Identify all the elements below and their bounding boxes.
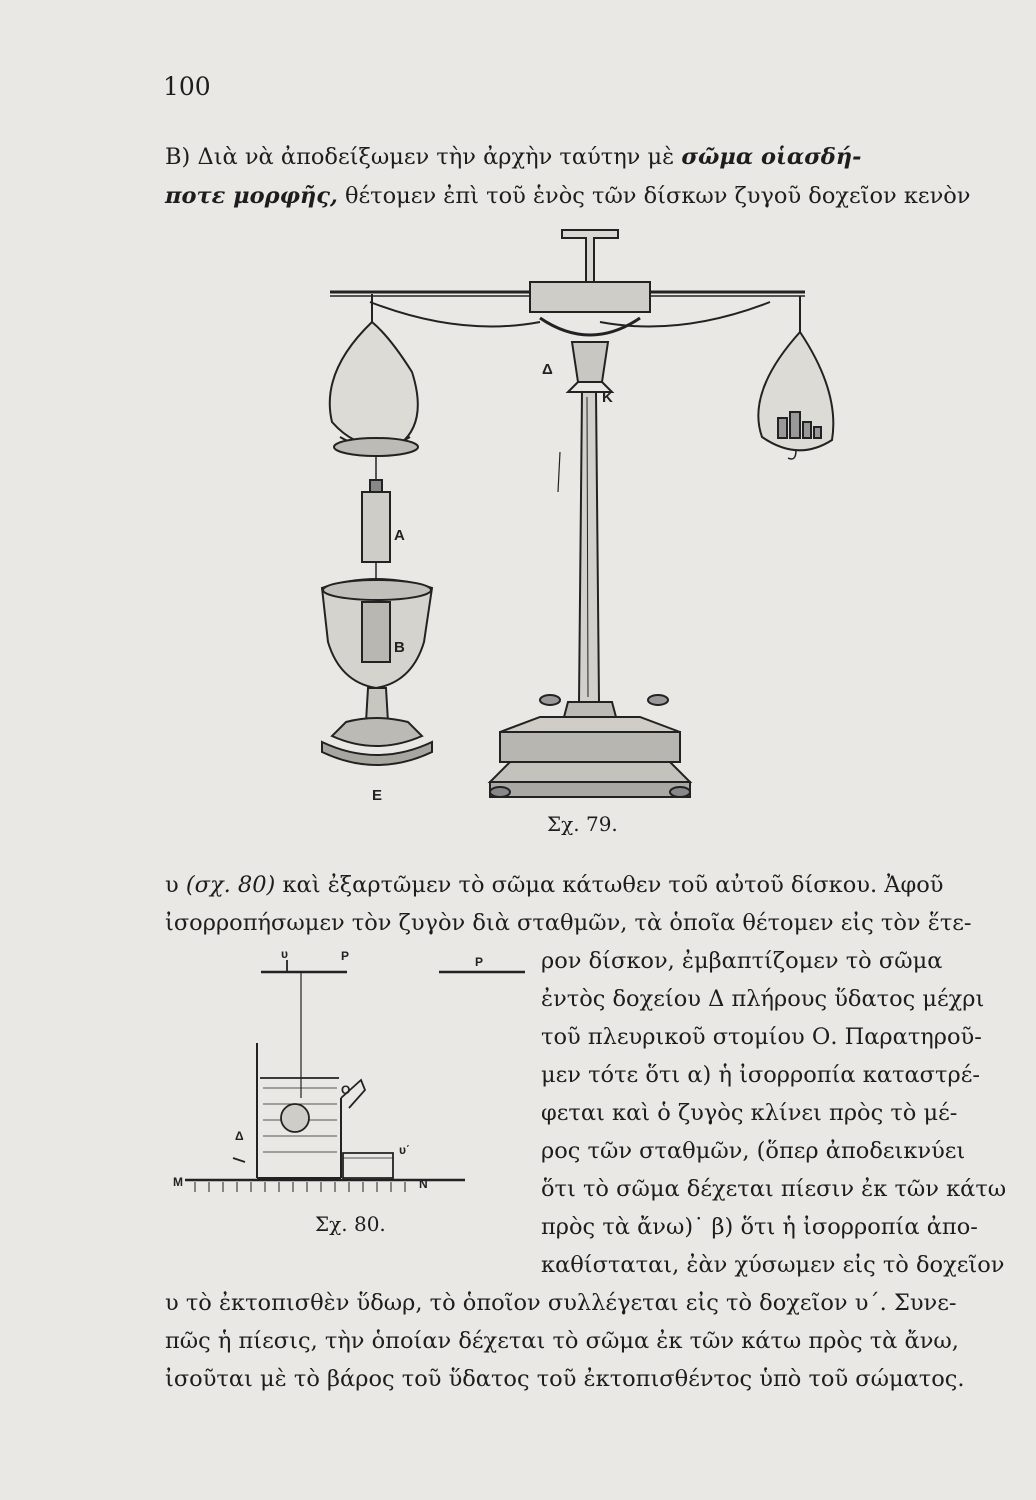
para2-line-2: ἰσορροπήσωμεν τὸν ζυγὸν διὰ σταθμῶν, τὰ ὁποῖα θέτομεν εἰς τὸν ἕτε- <box>165 910 972 936</box>
para2-right-line-9: καθίσταται, ἐὰν χύσωμεν εἰς τὸ δοχεῖον <box>541 1252 1005 1278</box>
paragraph-intro <box>165 138 1003 215</box>
para2-right-line-5: φεται καὶ ὁ ζυγὸς κλίνει πρὸς τὸ μέ- <box>541 1100 958 1126</box>
fig79-label-epsilon: Ε <box>372 787 383 804</box>
fig80-label-upsilon: υ <box>281 948 288 961</box>
intro-line-1: B) Διὰ νὰ ἀποδείξωμεν τὴν ἀρχὴν ταύτην μὲ σῶμα οἱασδή- <box>165 144 862 170</box>
fig80-label-delta: Δ <box>235 1129 244 1143</box>
fig79-label-delta: Δ <box>542 361 553 378</box>
para2-right-line-7: ὅτι τὸ σῶμα δέχεται πίεσιν ἐκ τῶν κάτω <box>541 1176 1007 1202</box>
para2-line-1: υ (σχ. 80) καὶ ἐξαρτῶμεν τὸ σῶμα κάτωθεν τοῦ αὐτοῦ δίσκου. Ἀφοῦ <box>165 872 944 898</box>
fig80-label-nu: Ν <box>419 1177 428 1191</box>
figure-79-balance <box>300 222 840 822</box>
para2-right-line-6: ρος τῶν σταθμῶν, (ὅπερ ἀποδεικνύει <box>541 1138 966 1164</box>
intro-line-2: ποτε μορφῆς, θέτομεν ἐπὶ τοῦ ἑνὸς τῶν δίσκων ζυγοῦ δοχεῖον κενὸν <box>165 182 971 209</box>
figure-80-apparatus <box>165 948 525 1198</box>
fig80-label-omicron: Ο <box>341 1083 351 1097</box>
figure-79-caption: Σχ. 79. <box>547 812 618 836</box>
fig80-label-mu: Μ <box>173 1175 183 1189</box>
para2-right-line-2: ἐντὸς δοχείου Δ πλήρους ὕδατος μέχρι <box>541 986 985 1012</box>
para2-full-line-1: υ τὸ ἐκτοπισθὲν ὕδωρ, τὸ ὁποῖον συλλέγεται εἰς τὸ δοχεῖον υ΄. Συνε- <box>165 1290 957 1316</box>
para2-right-line-3: τοῦ πλευρικοῦ στομίου Ο. Παρατηροῦ- <box>541 1024 982 1050</box>
fig79-label-alpha: Α <box>394 527 405 544</box>
fig80-label-rho2: Ρ <box>475 955 484 969</box>
fig80-label-upsilon-prime: υ΄ <box>399 1143 410 1157</box>
para2-right-line-4: μεν τότε ὅτι α) ἡ ἰσορροπία καταστρέ- <box>541 1062 980 1088</box>
para2-full-line-3: ἰσοῦται μὲ τὸ βάρος τοῦ ὕδατος τοῦ ἐκτοπισθέντος ὑπὸ τοῦ σώματος. <box>165 1366 965 1392</box>
figure-80-caption: Σχ. 80. <box>315 1212 386 1236</box>
para2-right-line-8: πρὸς τὰ ἄνω)˙ β) ὅτι ἡ ἰσορροπία ἀπο- <box>541 1214 978 1240</box>
fig79-label-beta: Β <box>394 639 405 656</box>
para2-full-line-2: πῶς ἡ πίεσις, τὴν ὁποίαν δέχεται τὸ σῶμα ἐκ τῶν κάτω πρὸς τὰ ἄνω, <box>165 1328 959 1354</box>
page-number: 100 <box>163 72 211 101</box>
fig79-label-kappa: Κ <box>602 389 613 406</box>
fig80-label-rho: Ρ <box>341 949 350 963</box>
para2-right-line-1: ρον δίσκον, ἐμβαπτίζομεν τὸ σῶμα <box>541 948 943 974</box>
